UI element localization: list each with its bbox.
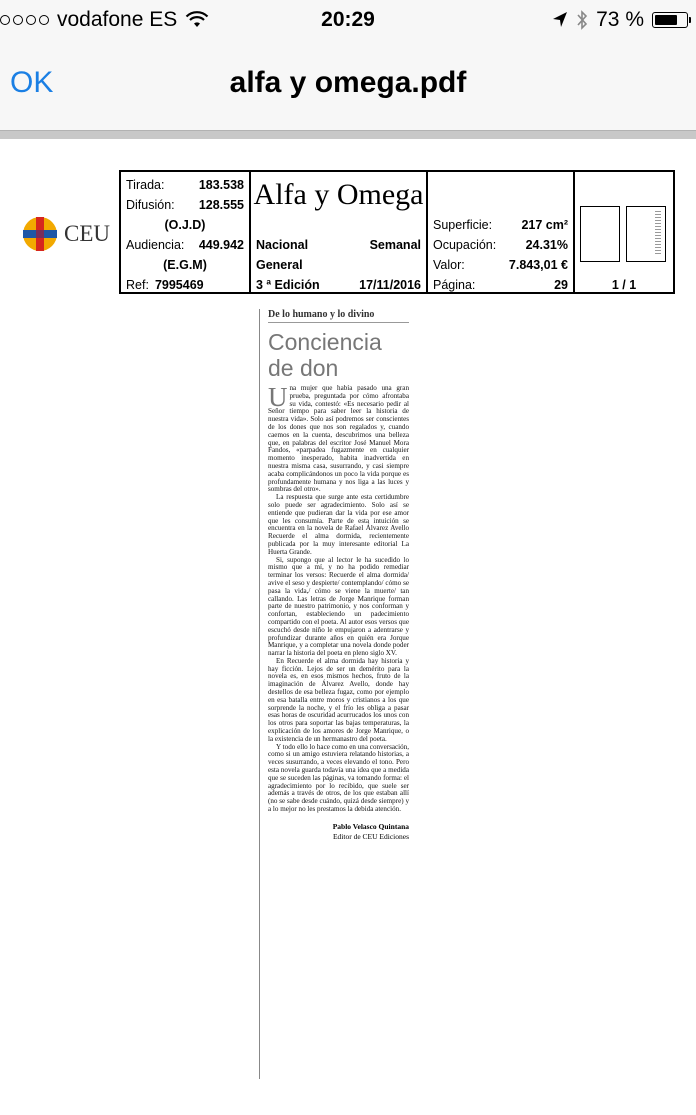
paragraph (268, 382, 409, 494)
page-thumbnails-cell (575, 172, 673, 292)
battery-fill (655, 15, 677, 25)
author-role: Editor de CEU Ediciones (332, 831, 409, 841)
edition: 3 ª Edición (256, 278, 320, 292)
audiencia-value: 449.942 (198, 238, 244, 252)
status-right (552, 8, 688, 32)
status-time: 20:29 (321, 8, 375, 31)
tirada-value: 183.538 (198, 178, 244, 192)
headline-line-2: de don (268, 355, 339, 381)
ocupacion-label: Ocupación: (433, 238, 497, 252)
audiencia-label: Audiencia: (126, 238, 185, 252)
page-thumbnail (626, 206, 666, 262)
paragraph: Si, supongo que al lector le ha sucedido lo mismo que a mí, y no ha podido remediar terminar los versos: Recuerde el alma dormida/ avive el seso y despierte/ contemplando/ cómo se pasa la vida,/ cómo se viene la muerte/ tan callando. Las letras de Jorge Manrique forman parte de nuestro patrimonio, y nos conforman y confortan, estableciendo un padecimiento compartido con el poeta. Al autor esos versos que escuchó desde niño le empujaron a adentrarse y profundizar durante años en quién era Jorque Manrique, y a completar una novela donde poder narrar la historia del poeta en pleno siglo XV. (268, 555, 409, 658)
circulation-cell (121, 172, 251, 292)
paragraph: En Recuerde el alma dormida hay historia y hay ficción. Lejos de ser un demérito para la novela es, en esos mismos hechos, fruto de la imaginación de Álvarez Avello, donde hay destellos de esa belleza fugaz, como por ejemplo en esa batalla entre moros y cristianos a los que sorprende la noche, y el frío les obliga a pasar esas horas de oscuridad acurrucados los unos con los otros para soportar las bajas temperaturas, la explicación de los amores de Jorge Manrique, o la existencia de un hermanastro del poeta. (268, 656, 409, 743)
frequency: Semanal (369, 238, 421, 252)
ceu-logo-text: CEU (64, 221, 110, 246)
headline-line-1: Conciencia (268, 329, 382, 355)
alfa-omega-logo: Alfa y Omega (253, 178, 424, 211)
author-name: Pablo Velasco Quintana (332, 821, 409, 831)
scope: Nacional (256, 238, 309, 252)
drop-cap: U (268, 382, 288, 412)
divider (0, 131, 696, 139)
page-count: 1 / 1 (611, 278, 637, 292)
page-thumbnail (580, 206, 620, 262)
article-body (268, 382, 409, 814)
superficie-label: Superficie: (433, 218, 493, 232)
difusion-label: Difusión: (126, 198, 175, 212)
paragraph: Y todo ello lo hace como en una conversación, como si un amigo estuviera relatando historias, a veces susurrando, a veces elevando el tono. Pero esta novela guarda todavía una idea que a medida que se suceden las páginas, va tomando forma: el agradecimiento por lo recibido, que suele ser además a través de otros, de los que estaban allí (no se sabe desde cuándo, quizá desde siempre) y a lo mejor no les prestamos la debida atención. (268, 742, 409, 814)
document-title: alfa y omega.pdf (229, 66, 467, 99)
pagina-value: 29 (554, 278, 568, 292)
article-section: De lo humano y lo divino (268, 309, 409, 323)
article (262, 309, 415, 842)
metrics-cell (428, 172, 575, 292)
battery-percent: 73 % (596, 8, 644, 31)
valor-label: Valor: (433, 258, 465, 272)
valor-value: 7.843,01 € (508, 258, 568, 272)
section-name: General (256, 258, 303, 272)
status-bar (0, 0, 696, 40)
paragraph: La respuesta que surge ante esta certidumbre solo puede ser agradecimiento. Solo así se entiende que pudieran dar la vida por ese amor que les consumía. Parte de esta intuición se encuentra en la novela de Rafael Álvarez Avello Recuerde el alma dormida, recientemente publicada por la muy interesante editorial La Huerta Grande. (268, 493, 409, 556)
publication-date: 17/11/2016 (359, 278, 421, 292)
article-headline (268, 329, 409, 381)
battery-icon (652, 12, 688, 28)
bluetooth-icon (576, 10, 588, 30)
ok-button[interactable]: OK (10, 66, 54, 99)
ojd-label: (O.J.D) (164, 218, 206, 232)
tirada-label: Tirada: (126, 178, 165, 192)
clipping-header (119, 170, 675, 294)
superficie-value: 217 cm² (521, 218, 568, 232)
location-arrow-icon (552, 11, 568, 29)
egm-label: (E.G.M) (163, 258, 207, 272)
carrier-name: vodafone ES (57, 8, 178, 31)
navigation-bar (0, 40, 696, 131)
byline (268, 822, 409, 842)
column-rule (259, 309, 260, 1079)
difusion-value: 128.555 (198, 198, 244, 212)
ref-label: Ref: (126, 278, 149, 292)
ocupacion-value: 24.31% (525, 238, 568, 252)
ref-value: 7995469 (154, 278, 204, 292)
ceu-logo (22, 216, 110, 252)
publication-cell (251, 172, 428, 292)
paragraph-text: na mujer que había pasado una gran prueba, preguntada por cómo afrontaba su vida, contestó: «Es necesario pedir al Señor tiempo para saber leer la historia de nuestra vida». Solo así podremos ser conscientes de los dones que nos son regalados y, cuando caemos en la cuenta, descubrimos una belleza que, en palabras del escritor José Manuel Mora Fandos, «parpadea fugazmente en cualquier momento inesperado, habita inadvertida en nuestra misma casa, susurrando, y casi siempre acaba complicándonos un poco la vida porque es profundamente humana y nos liga a las luces y sombras del otro». (268, 384, 409, 494)
pagina-label: Página: (433, 278, 476, 292)
ceu-cross-icon (22, 216, 58, 252)
